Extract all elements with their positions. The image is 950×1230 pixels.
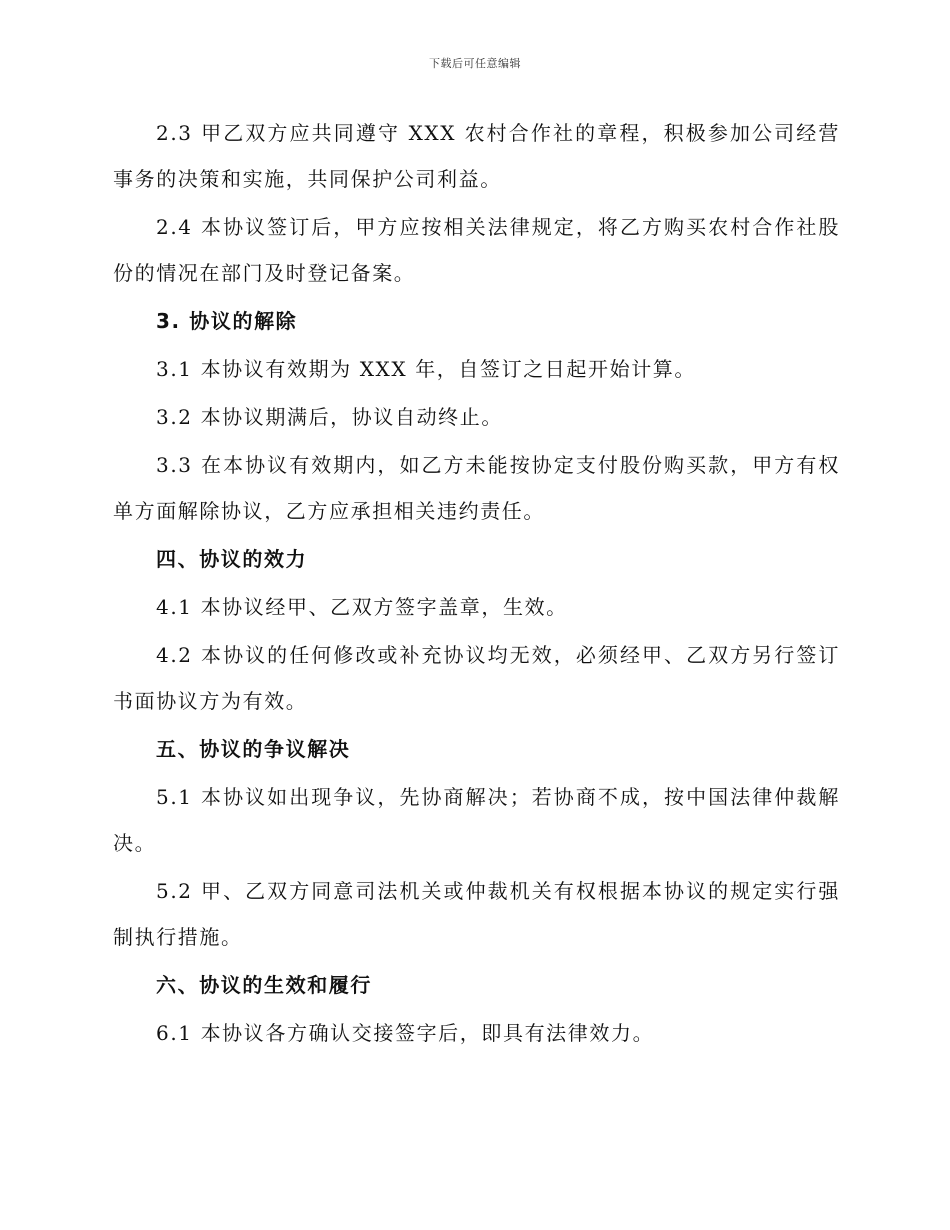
paragraph-3-3: 3.3 在本协议有效期内，如乙方未能按协定支付股份购买款，甲方有权单方面解除协议，乙方应承担相关违约责任。 <box>113 453 840 523</box>
header-note: 下载后可任意编辑 <box>429 57 521 70</box>
paragraph-6-1: 6.1 本协议各方确认交接签字后，即具有法律效力。 <box>156 1021 655 1045</box>
section-heading-6: 六、协议的生效和履行 <box>156 973 372 997</box>
section-heading-4: 四、协议的效力 <box>156 547 308 571</box>
paragraph-2-4: 2.4 本协议签订后，甲方应按相关法律规定，将乙方购买农村合作社股份的情况在部门及时登记备案。 <box>113 215 840 285</box>
paragraph-4-1: 4.1 本协议经甲、乙双方签字盖章，生效。 <box>156 595 568 619</box>
paragraph-4-2: 4.2 本协议的任何修改或补充协议均无效，必须经甲、乙双方另行签订书面协议方为有效。 <box>113 643 840 713</box>
paragraph-5-1: 5.1 本协议如出现争议，先协商解决；若协商不成，按中国法律仲裁解决。 <box>113 785 840 855</box>
section-heading-3: 3. 协议的解除 <box>156 309 298 333</box>
paragraph-5-2: 5.2 甲、乙双方同意司法机关或仲裁机关有权根据本协议的规定实行强制执行措施。 <box>113 879 840 949</box>
paragraph-2-3: 2.3 甲乙双方应共同遵守 XXX 农村合作社的章程，积极参加公司经营事务的决策和实施，共同保护公司利益。 <box>113 121 840 191</box>
section-heading-5: 五、协议的争议解决 <box>156 737 351 761</box>
paragraph-3-1: 3.1 本协议有效期为 XXX 年，自签订之日起开始计算。 <box>156 357 696 381</box>
paragraph-3-2: 3.2 本协议期满后，协议自动终止。 <box>156 405 503 429</box>
document-body <box>113 110 840 1058</box>
